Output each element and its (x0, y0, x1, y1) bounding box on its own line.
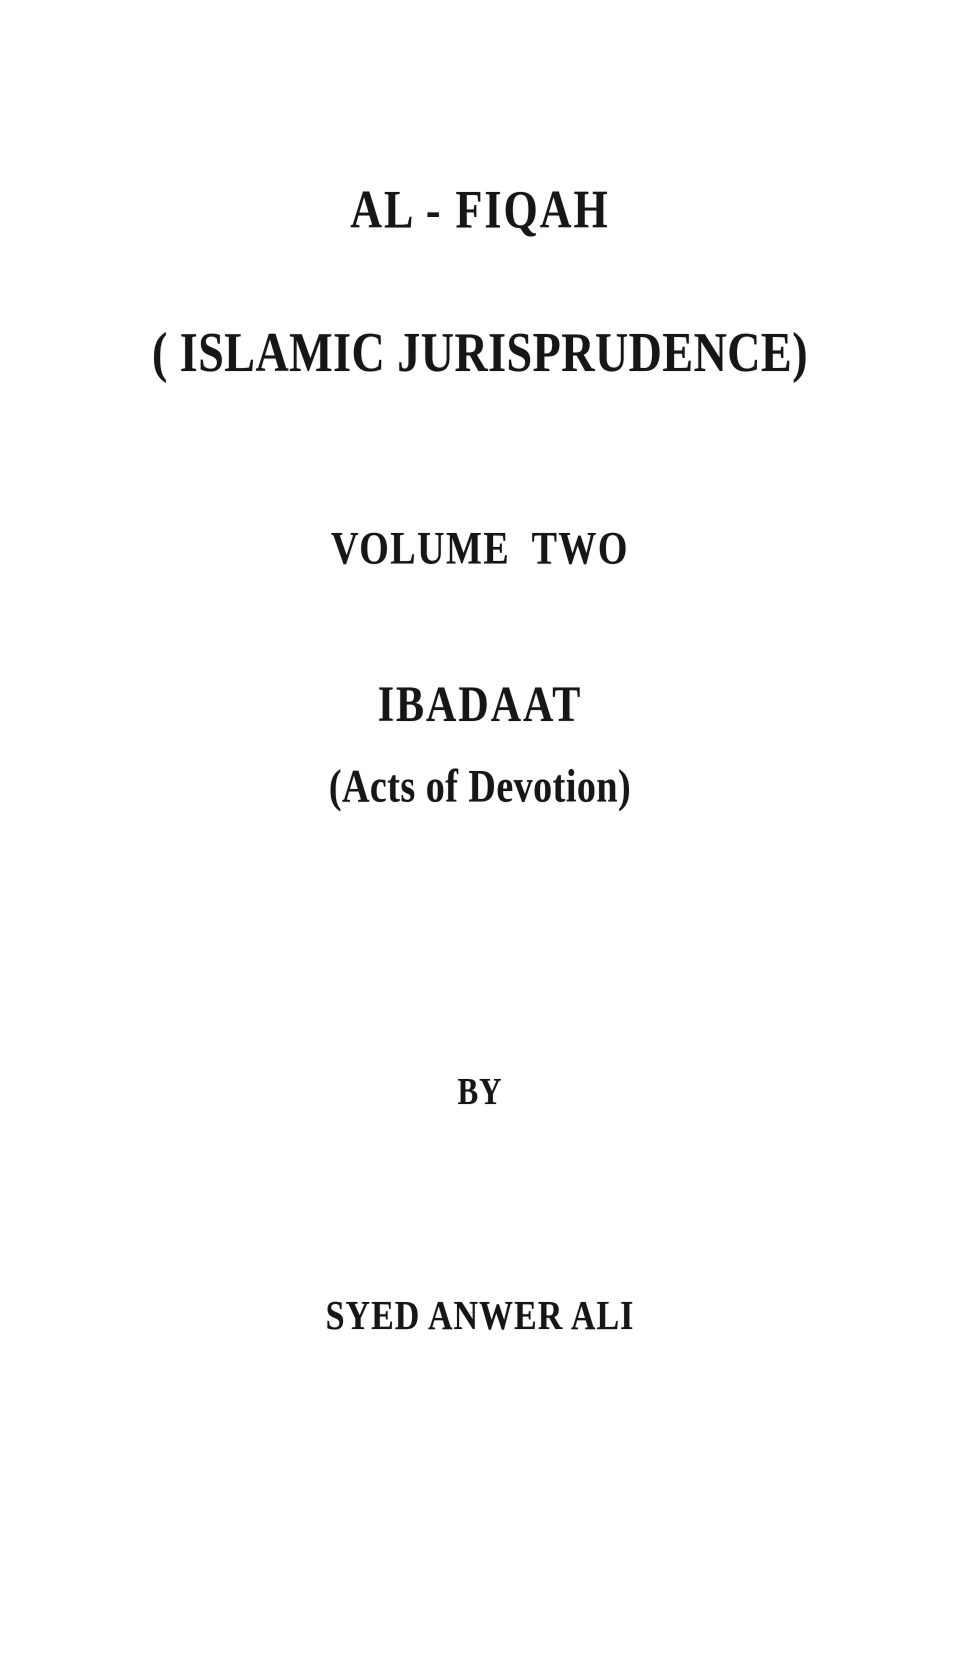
book-title: AL - FIQAH (350, 180, 610, 240)
author-name: SYED ANWER ALI (325, 1293, 635, 1339)
byline: BY (457, 1070, 503, 1113)
book-subtitle: ( ISLAMIC JURISPRUDENCE) (151, 320, 809, 384)
volume-label: VOLUME TWO (331, 523, 629, 575)
section-title: IBADAAT (377, 676, 583, 734)
section-subtitle: (Acts of Devotion) (328, 761, 632, 813)
